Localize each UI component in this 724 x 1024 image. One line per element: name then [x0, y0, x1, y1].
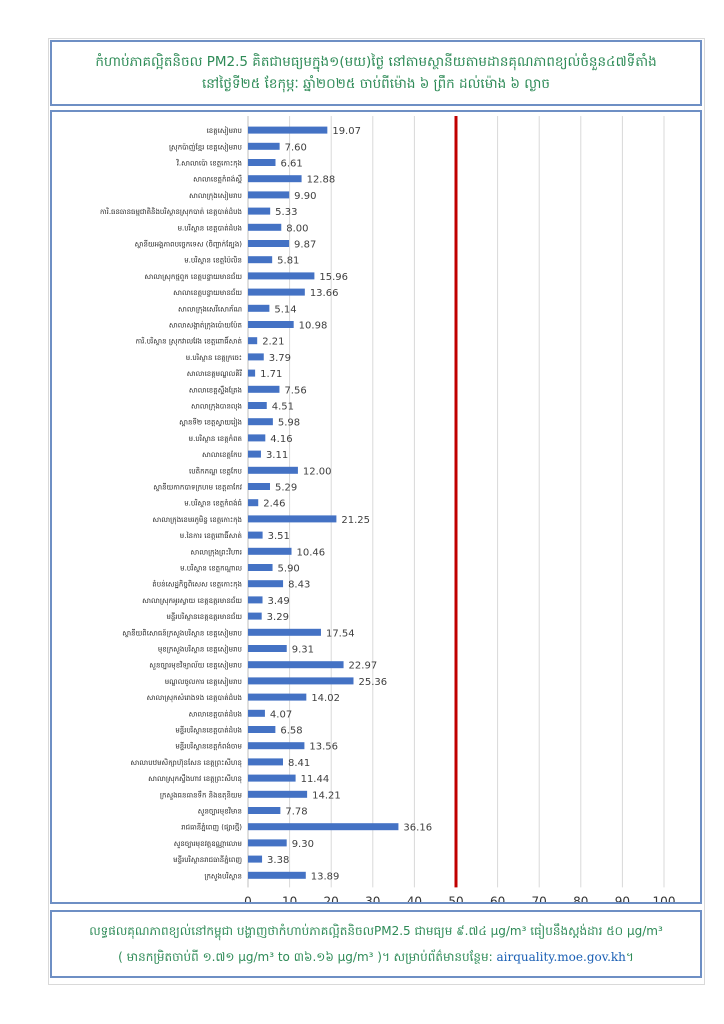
bar — [248, 661, 344, 668]
bar — [248, 175, 302, 182]
bar — [248, 208, 270, 215]
footer-website-link[interactable]: airquality.moe.gov.kh — [496, 950, 626, 964]
bar — [248, 758, 283, 765]
value-label: 7.60 — [284, 142, 307, 154]
value-label: 4.07 — [269, 709, 293, 721]
bar — [248, 127, 327, 134]
value-label: 2.46 — [263, 498, 286, 510]
header-title-line1: កំហាប់ភាគល្អិតនិចល PM2.5 គិតជាមធ្យមក្នុង១(មយ)ថ្ងៃ នៅតាមស្ថានីយតាមដានគុណភាពខ្យល់ចំនួន៤៧ទីតាំង — [95, 54, 657, 70]
chart-container — [50, 110, 702, 904]
bar — [248, 791, 307, 798]
bar — [248, 143, 280, 150]
category-label: ម.បរិស្ថាន ខេត្តកំពង់ធំ — [184, 499, 242, 508]
value-label: 19.07 — [332, 126, 361, 138]
category-label: មន្ទីរបរិស្ថានខេត្តបាត់ដំបង — [175, 726, 242, 735]
value-label: 6.58 — [280, 725, 303, 737]
category-label: សាលាស្រុកថ្មពួក ខេត្តបន្ទាយមានជ័យ — [144, 272, 242, 281]
bar — [248, 370, 255, 377]
category-label: ម.បរិស្ថាន ខេត្តបាត់ដំបង — [177, 224, 242, 233]
bar — [248, 305, 269, 312]
x-tick-label: 30 — [365, 894, 381, 902]
category-label: មន្ទីរបរិស្ថានរាជធានីភ្នំពេញ — [173, 856, 242, 865]
category-label: តំបន់សេដ្ឋកិច្ចពិសេស ខេត្តកោះកុង — [152, 580, 242, 589]
value-label: 14.02 — [311, 693, 340, 705]
bar — [248, 321, 294, 328]
category-label: ក្រសួងធនធានទឹក និងឧតុនិយម — [159, 791, 242, 800]
value-label: 8.41 — [287, 757, 311, 769]
value-label: 36.16 — [403, 822, 433, 834]
category-label: សាលាក្រុងបានលុង — [191, 402, 242, 411]
bar — [248, 694, 306, 701]
category-label: ក្រសួងបរិស្ថាន — [204, 872, 242, 881]
x-tick-label: 90 — [614, 894, 631, 902]
category-label: ម.បរិស្ថាន ខេត្តក្រចេះ — [185, 353, 242, 362]
value-label: 3.38 — [267, 855, 290, 867]
bar — [248, 629, 321, 636]
value-label: 8.43 — [288, 579, 311, 591]
category-label: រាជធានីភ្នំពេញ (ផ្សារថ្មី) — [181, 823, 242, 832]
bar — [248, 402, 267, 409]
bar — [248, 240, 289, 247]
value-label: 4.51 — [271, 401, 295, 413]
value-label: 12.00 — [302, 466, 332, 478]
value-label: 6.61 — [280, 158, 303, 170]
bar — [248, 467, 298, 474]
bar — [248, 532, 263, 539]
value-label: 13.66 — [309, 288, 339, 300]
value-label: 5.90 — [277, 563, 300, 575]
category-label: សាលាស្រុកស្ទឹងហាវ ខេត្តព្រះសីហនុ — [148, 775, 242, 784]
category-label: ស្ថានីយកាកបាទក្រហម ខេត្តតាកែវ — [153, 483, 242, 492]
category-label: សាលាខេត្តស្ទឹងត្រែង — [188, 386, 242, 395]
bar — [248, 191, 289, 198]
value-label: 2.21 — [262, 336, 285, 348]
value-label: 13.89 — [310, 871, 340, 883]
category-label: សាលាខេត្តបាត់ដំបង — [188, 710, 242, 719]
bar — [248, 807, 280, 814]
bar — [248, 353, 264, 360]
category-label: សាលាស្រុកអូរស្វាយ ខេត្តឧត្តរមានជ័យ — [142, 596, 242, 605]
category-label: សួនច្បារមុខវិទ្យាល័យ ខេត្តសៀមរាប — [149, 661, 242, 670]
chart-footer — [50, 910, 702, 978]
value-label: 3.79 — [268, 352, 292, 364]
value-label: 11.44 — [300, 774, 330, 786]
value-label: 9.90 — [294, 190, 317, 202]
bar — [248, 742, 304, 749]
bar — [248, 596, 263, 603]
value-label: 1.71 — [260, 369, 283, 381]
bar — [248, 872, 306, 879]
value-label: 5.81 — [277, 255, 300, 267]
value-label: 13.56 — [309, 741, 339, 753]
value-label: 9.31 — [291, 644, 314, 656]
bar — [248, 839, 287, 846]
x-tick-label: 20 — [323, 894, 339, 902]
footer-end-mark: ។ — [625, 950, 634, 964]
bar — [248, 418, 273, 425]
bar — [248, 645, 287, 652]
category-label: ស្ពានទី២ ខេត្តស្វាយរៀង — [179, 418, 242, 427]
value-label: 7.78 — [285, 806, 308, 818]
bar — [248, 224, 281, 231]
bar — [248, 256, 272, 263]
category-label: សាលាក្រុងសៀមរាប — [188, 191, 242, 200]
bar — [248, 548, 292, 555]
value-label: 3.51 — [267, 531, 290, 543]
value-label: 21.25 — [341, 514, 371, 526]
category-label: ស្រុកប៉ាញ់ខ្មែរ ខេត្តសៀមរាប — [168, 143, 242, 152]
category-label: សួនច្បារមុខវត្តឧណ្ណាលោម — [173, 839, 242, 848]
header-title-line2: នៅថ្ងៃទី២៥ ខែកុម្ភៈ ឆ្នាំ២០២៥ ចាប់ពីម៉ោង ៦ ព្រឹក ដល់ម៉ោង ៦ ល្ងាច — [201, 76, 550, 92]
bar — [248, 499, 258, 506]
footer-summary-text: ( មានកម្រិតចាប់ពី ១.៧១ µg/m³ to ៣៦.១៦ µg/m³ )។ សម្រាប់ព័ត៌មានបន្ថែម: — [118, 950, 497, 964]
x-tick-label: 70 — [531, 894, 547, 902]
value-label: 14.21 — [312, 790, 341, 802]
category-label: សាលាស្រុកសំរោងទង ខេត្តបាត់ដំបង — [146, 694, 242, 703]
category-label: វិ.សាលាប៉ោ ខេត្តកោះកុង — [176, 159, 242, 168]
value-label: 9.87 — [294, 239, 317, 251]
category-label: មន្ទីរបរិស្ថានខេត្តឧត្តរមានជ័យ — [166, 613, 242, 622]
x-tick-label: 40 — [406, 894, 423, 902]
bar — [248, 823, 398, 830]
footer-summary-line1: លទ្ធផលគុណភាពខ្យល់នៅកម្ពុជា បង្ហាញថាកំហាប់ភាគល្អិតនិចលPM2.5 ជាមធ្យម ៩.៧៤ µg/m³ ធៀបនឹងស្តង់ដារ ៥០ µg/m³ — [89, 924, 663, 938]
value-label: 3.29 — [266, 612, 289, 624]
x-tick-label: 60 — [489, 894, 506, 902]
bar — [248, 775, 296, 782]
value-label: 7.56 — [284, 385, 307, 397]
bar — [248, 434, 265, 441]
value-label: 9.30 — [291, 838, 314, 850]
bar — [248, 856, 262, 863]
category-label: ខេត្តសៀមរាប — [206, 127, 242, 136]
pm25-bar-chart — [52, 112, 700, 902]
bar — [248, 580, 283, 587]
value-label: 5.98 — [277, 417, 301, 429]
category-label: មន្ទីរបរិស្ថានខេត្តកំពង់ចាម — [175, 742, 242, 751]
bar — [248, 159, 275, 166]
category-label: សាលាខេត្តកែប — [202, 451, 242, 460]
category-label: សាលាខេត្តបន្ទាយមានជ័យ — [173, 289, 242, 298]
category-label: សាលាក្រុងសេរីសោភ័ណ — [178, 305, 242, 314]
category-label: ម.នៃការ ខេត្តពោធិ៍សាត់ — [179, 532, 242, 541]
category-label: មុខក្រសួងបរិស្ថាន ខេត្តសៀមរាប — [157, 645, 242, 654]
x-tick-label: 80 — [573, 894, 589, 902]
category-label: ម.បរិស្ថាន ខេត្តកណ្ដាល — [180, 564, 242, 573]
value-label: 5.29 — [275, 482, 298, 494]
value-label: 25.36 — [358, 676, 388, 688]
chart-header — [50, 40, 702, 106]
bar — [248, 515, 336, 522]
bar — [248, 451, 261, 458]
value-label: 22.97 — [348, 660, 378, 672]
value-label: 10.98 — [298, 320, 328, 332]
category-label: ស្ថានីយពិសោធន៍ក្រសួងបរិស្ថាន ខេត្តសៀមរាប — [122, 629, 242, 638]
value-label: 4.16 — [270, 433, 293, 445]
category-label: សាលាក្រុងព្រះវិហារ — [190, 548, 242, 557]
category-label: សាលាខេត្តកំពង់ស្ពឺ — [193, 175, 242, 184]
category-label: សាលាបឋមសិក្សាហ៊ុនសែន ខេត្តព្រះសីហនុ — [130, 758, 242, 767]
category-label: សាលាសង្កាត់ក្រុងប៉ោយប៉ែត — [168, 321, 242, 330]
category-label: ម.បរិស្ថាន ខេត្តកំពត — [188, 434, 242, 443]
x-tick-label: 100 — [652, 894, 676, 902]
category-label: សួនច្បារមុខវិមាន — [197, 807, 242, 816]
bar — [248, 483, 270, 490]
bar — [248, 726, 275, 733]
value-label: 5.33 — [275, 207, 298, 219]
value-label: 17.54 — [325, 628, 355, 640]
x-tick-label: 50 — [448, 894, 464, 902]
category-label: ម.បរិស្ថាន ខេត្តប៉ៃលិន — [184, 256, 242, 265]
bar — [248, 272, 314, 279]
value-label: 10.46 — [296, 547, 326, 559]
bar — [248, 337, 257, 344]
category-label: ស្ថានីយអង្គភាពបច្ចេកទេស (ចិញ្ចាក់ត្បែង) — [134, 240, 242, 249]
bar — [248, 710, 265, 717]
value-label: 8.00 — [286, 223, 309, 235]
value-label: 12.88 — [306, 174, 336, 186]
value-label: 3.11 — [265, 450, 289, 462]
category-label: បេតិកភណ្ឌ ខេត្តកែប — [189, 467, 242, 476]
category-label: សាលាក្រុងខេមរភូមិន្ទ ខេត្តកោះកុង — [152, 515, 242, 524]
bar — [248, 289, 305, 296]
value-label: 3.49 — [267, 595, 290, 607]
bar — [248, 386, 279, 393]
category-label: សាលាខេត្តមណ្ឌលគិរី — [186, 370, 242, 379]
bar — [248, 564, 273, 571]
value-label: 15.96 — [319, 271, 349, 283]
category-label: ការិ.ធនធានធម្មជាតិនិងបរិស្ថានស្រុកបាត់ ខេត្តបាត់ដំបង — [99, 208, 242, 217]
category-label: មណ្ឌលចូលការ ខេត្តសៀមរាប — [164, 677, 242, 686]
x-tick-label: 10 — [281, 894, 298, 902]
category-label: ការិ.បរិស្ថាន ស្រុកវាលវែង ខេត្តពោធិ៍សាត់ — [135, 337, 242, 346]
footer-summary-line2 — [52, 944, 700, 970]
bar — [248, 677, 353, 684]
x-tick-label: 0 — [244, 894, 252, 902]
bar — [248, 613, 262, 620]
value-label: 5.14 — [274, 304, 297, 316]
